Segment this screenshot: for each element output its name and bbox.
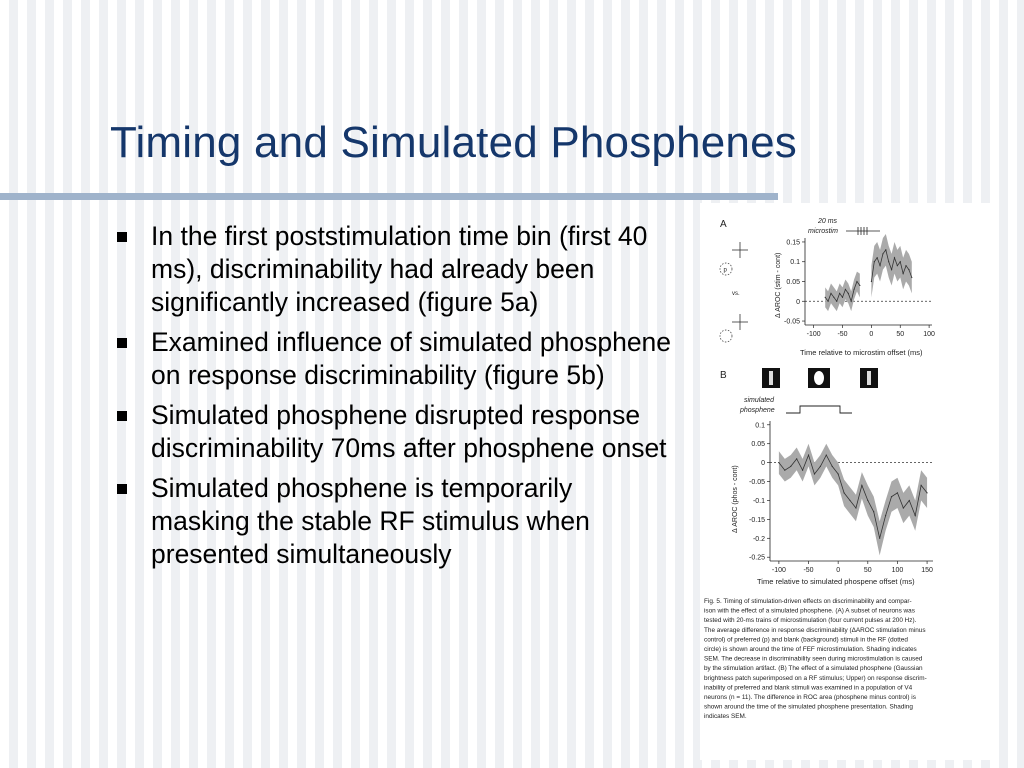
- panel-a-plot: [784, 234, 935, 338]
- caption-line: brightness patch superimposed on a RF stimulus; Upper) on response discrim-: [704, 674, 927, 682]
- panel-b-data-point: [921, 485, 922, 486]
- panel-a-x-tick-label: 0: [869, 331, 874, 338]
- panel-b-ylabel: Δ AROC (phos - cont): [732, 465, 739, 533]
- versus-label: vs.: [732, 291, 740, 297]
- stimulus-bar-highlight: [769, 371, 773, 385]
- title-divider: [0, 193, 778, 200]
- figure-image: [700, 203, 994, 760]
- panel-b-data-point: [885, 515, 886, 516]
- panel-b-y-tick-label: -0.05: [749, 479, 765, 487]
- phosphene-label-1: simulated: [744, 397, 774, 404]
- panel-b-data-point: [903, 507, 904, 508]
- caption-line: by the stimulation artifact. (B) The effect of a simulated phosphene (Gaussian: [704, 665, 923, 673]
- panel-a-x-tick-label: -50: [837, 331, 848, 338]
- square-bullet-icon: [117, 411, 127, 421]
- square-bullet-icon: [117, 338, 127, 348]
- bullet-text: In the first poststimulation time bin (first 40 ms), discriminability had already been significantly increased (figure 5a): [151, 221, 648, 317]
- panel-a-y-tick-label: 0.1: [790, 259, 800, 267]
- panel-a-y-tick-label: 0.05: [786, 279, 800, 286]
- panel-a-data-point: [908, 269, 909, 270]
- panel-b-data-point: [814, 473, 815, 474]
- panel-b-data-point: [843, 492, 844, 493]
- panel-b-data-point: [855, 507, 856, 508]
- fixation-cross-icon: [732, 242, 748, 330]
- panel-a-data-point: [903, 273, 904, 274]
- panel-a-data-point: [911, 277, 912, 278]
- panel-b-data-point: [784, 470, 785, 471]
- phosphene-timing-trace: [786, 406, 852, 413]
- bullet-list: [115, 220, 675, 578]
- caption-line: control) of preferred (p) and blank (background) stimuli in the RF (dotted: [704, 636, 908, 644]
- panel-a-sem-band: [825, 272, 860, 312]
- preferred-stimulus-label: p: [723, 267, 727, 274]
- panel-b-data-point: [790, 466, 791, 467]
- panel-b-y-tick-label: -0.15: [749, 516, 765, 524]
- panel-b-data-point: [808, 454, 809, 455]
- bullet-item: [115, 399, 675, 465]
- panel-a-data-point: [851, 301, 852, 302]
- square-bullet-icon: [117, 232, 127, 242]
- microstim-pulse-icon: [846, 227, 880, 235]
- panel-b-data-point: [926, 492, 927, 493]
- caption-line: Fig. 5. Timing of stimulation-driven effects on discriminability and compar-: [704, 598, 912, 605]
- panel-a-data-point: [827, 301, 828, 302]
- caption-line: The average difference in response discriminability (ΔAROC stimulation minus: [704, 626, 926, 634]
- panel-b-x-tick-label: -50: [803, 567, 814, 574]
- panel-a-data-point: [897, 265, 898, 266]
- panel-a-data-point: [877, 257, 878, 258]
- panel-a-data-point: [891, 269, 892, 270]
- panel-b-data-point: [796, 458, 797, 459]
- caption-line: indicates SEM.: [704, 713, 747, 721]
- rf-dotted-circle-icon: [720, 330, 732, 342]
- panel-b-data-point: [891, 496, 892, 497]
- panel-b-label: B: [720, 370, 727, 381]
- caption-line: neurons (n = 11). The difference in ROC area (phosphene minus control) is: [704, 694, 916, 701]
- panel-b-y-tick-label: -0.1: [752, 497, 765, 505]
- figure-caption: [704, 598, 927, 720]
- panel-a-label: A: [720, 219, 727, 230]
- panel-b-data-point: [861, 485, 862, 486]
- caption-line: circle) is shown around the time of FEF microstimulation. Shading indicates: [704, 646, 917, 653]
- panel-a-ylabel: Δ AROC (stim - cont): [775, 252, 782, 318]
- phosphene-patch-glow: [814, 371, 824, 385]
- panel-a-data-point: [830, 293, 831, 294]
- panel-a-data-point: [845, 289, 846, 290]
- panel-b-sem-band: [779, 444, 927, 556]
- figure-svg: [700, 203, 994, 760]
- panel-a-data-point: [871, 281, 872, 282]
- panel-b-data-point: [802, 470, 803, 471]
- panel-a-data-point: [879, 265, 880, 266]
- panel-b-data-point: [867, 500, 868, 501]
- panel-b-x-tick-label: 0: [836, 567, 841, 574]
- panel-b-data-point: [849, 500, 850, 501]
- panel-a-data-point: [885, 249, 886, 250]
- slide-title: Timing and Simulated Phosphenes: [110, 118, 797, 167]
- panel-a-y-tick-label: -0.05: [784, 318, 800, 326]
- panel-a-data-point: [839, 293, 840, 294]
- panel-a-x-tick-label: 50: [896, 331, 905, 338]
- panel-b-y-tick-label: -0.2: [752, 535, 765, 543]
- panel-b-x-tick-label: 150: [921, 567, 933, 574]
- panel-a-data-point: [888, 261, 889, 262]
- panel-a-data-point: [905, 265, 906, 266]
- panel-a-x-tick-label: 100: [923, 331, 935, 338]
- panel-a-data-point: [859, 285, 860, 286]
- caption-line: ison with the effect of a simulated phosphene. (A) A subset of neurons was: [704, 607, 915, 615]
- stimulus-bar-highlight: [867, 371, 871, 385]
- panel-a-data-point: [882, 253, 883, 254]
- bullet-item: [115, 326, 675, 392]
- panel-a-xlabel: Time relative to microstim offset (ms): [800, 348, 923, 357]
- panel-b-x-tick-label: -100: [771, 567, 786, 574]
- panel-b-y-tick-label: -0.25: [749, 554, 765, 562]
- panel-a-y-tick-label: 0: [796, 298, 800, 306]
- panel-b-data-point: [915, 515, 916, 516]
- panel-a-y-tick-label: 0.15: [786, 239, 800, 247]
- panel-b-data-point: [879, 538, 880, 539]
- panel-b-y-tick-label: 0: [761, 460, 765, 468]
- panel-b-data-point: [778, 462, 779, 463]
- bullet-text: Examined influence of simulated phosphene on response discriminability (figure 5b): [151, 327, 672, 390]
- panel-b-data-point: [820, 466, 821, 467]
- panel-a-data-point: [848, 293, 849, 294]
- caption-line: SEM. The decrease in discriminability seen during microstimulation is caused: [704, 655, 923, 663]
- phosphene-label-2: phosphene: [740, 407, 775, 414]
- square-bullet-icon: [117, 484, 127, 494]
- caption-line: inability of preferred and blank stimuli was examined in a population of V4: [704, 684, 913, 692]
- panel-b-data-point: [838, 473, 839, 474]
- panel-b-y-tick-label: 0.1: [755, 422, 765, 430]
- microstim-label-2: microstim: [808, 228, 838, 235]
- panel-b-xlabel: Time relative to simulated phospene offset (ms): [757, 577, 915, 586]
- bullet-item: [115, 472, 675, 571]
- panel-b-y-tick-label: 0.05: [751, 441, 765, 449]
- panel-b-data-point: [832, 466, 833, 467]
- panel-a-data-point: [836, 301, 837, 302]
- panel-a-data-point: [833, 297, 834, 298]
- microstim-label-1: 20 ms: [818, 218, 838, 225]
- bullet-item: [115, 220, 675, 319]
- caption-line: shown around the time of the simulated phosphene presentation. Shading: [704, 703, 913, 711]
- panel-a-x-tick-label: -100: [806, 331, 821, 338]
- panel-b-x-tick-label: 100: [891, 567, 904, 574]
- panel-b-x-tick-label: 50: [863, 567, 872, 574]
- panel-b-data-point: [897, 492, 898, 493]
- bullet-text: Simulated phosphene is temporarily masking the stable RF stimulus when presented simultaneously: [151, 473, 590, 569]
- panel-a-data-point: [853, 289, 854, 290]
- caption-line: tested with 20-ms trains of microstimulation (four current pulses at 200 Hz).: [704, 617, 917, 625]
- panel-b-plot: [749, 421, 933, 574]
- panel-a-data-point: [842, 297, 843, 298]
- bullet-text: Simulated phosphene disrupted response discriminability 70ms after phosphene onset: [151, 400, 667, 463]
- panel-a-data-point: [900, 261, 901, 262]
- panel-b-data-point: [826, 454, 827, 455]
- panel-a-data-point: [856, 281, 857, 282]
- panel-a-data-point: [894, 257, 895, 258]
- panel-b-data-point: [873, 511, 874, 512]
- panel-b-data-point: [909, 500, 910, 501]
- panel-a-data-point: [825, 297, 826, 298]
- panel-a-data-point: [874, 261, 875, 262]
